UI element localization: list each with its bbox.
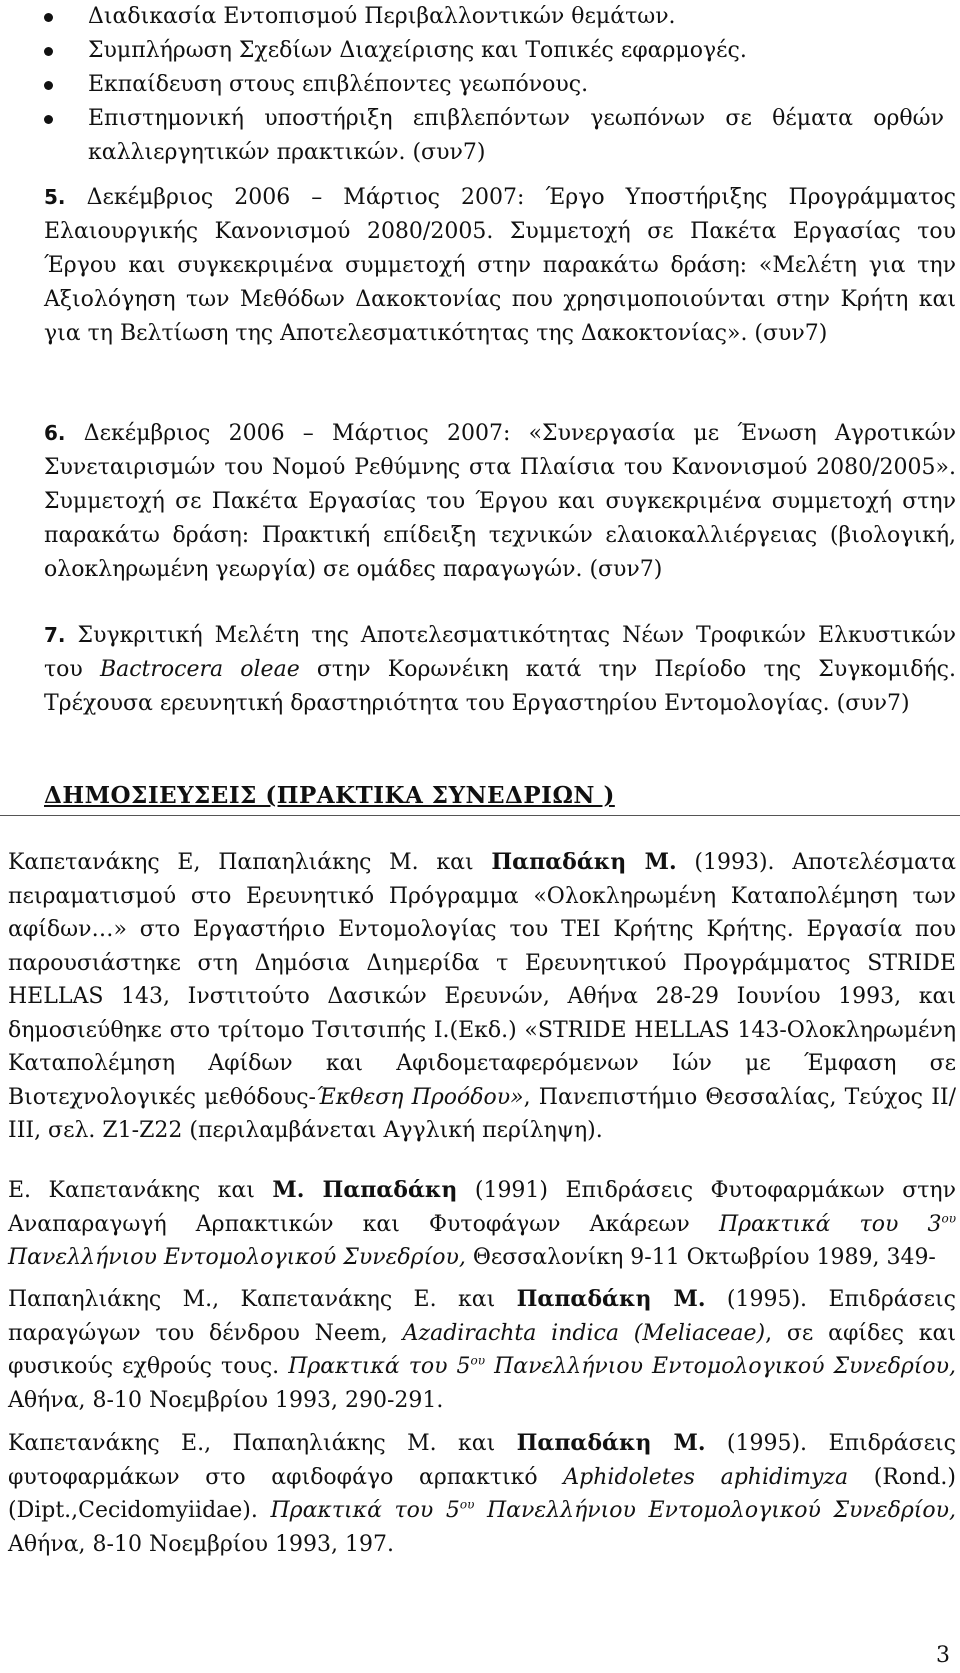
bullet-text: Συμπλήρωση Σχεδίων Διαχείρισης και Τοπικές εφαρμογές. (88, 38, 747, 63)
pub-italic-title: Έκθεση Προόδου» (315, 1084, 524, 1110)
pub-text: (1991) Επιδράσεις Φυτοφαρμάκων στην Αναπαραγωγή Αρπακτικών και Φυτοφάγων Ακάρεων (8, 1178, 956, 1237)
pub-superscript: ου (470, 1353, 486, 1368)
pub-italic-title: Πρακτικά του 5 (270, 1498, 460, 1523)
entry-number: 7. (44, 623, 66, 647)
entry-number: 6. (44, 421, 66, 445)
page-number: 3 (936, 1643, 950, 1668)
pub-text-mid: (Rond.) (Dipt.,Cecidomyiidae). (8, 1464, 957, 1523)
pub-text-end: Αθήνα, 8-10 Νοεμβρίου 1993, 290-291. (8, 1387, 444, 1413)
pub-authors: Καπετανάκης Ε., Παπαηλιάκης Μ. και (8, 1431, 496, 1456)
bullet-item (0, 68, 960, 102)
pub-author-highlight: Παπαδάκη Μ. (516, 1430, 706, 1456)
pub-author-highlight: Παπαδάκη Μ. (516, 1286, 706, 1312)
publication-1 (8, 846, 956, 1148)
species-name: Bactrocera oleae (99, 657, 300, 682)
pub-author-highlight: Παπαδάκη Μ. (491, 849, 677, 875)
pub-text: (1995). Επιδράσεις φυτοφαρμάκων στο αφιδοφάγο αρπακτικό (8, 1431, 956, 1490)
bullet-dot-icon (44, 81, 53, 90)
entry-text: Δεκέμβριος 2006 – Μάρτιος 2007: «Συνεργασία με Ένωση Αγροτικών Συνεταιρισμών του Νομού Ρεθύμνης στα Πλαίσια του Κανονισμού 2080/2005». Συμμετοχή σε Πακέτα Εργασίας του Έργου και συγκεκριμένα συμμετοχή στην παρακάτω δράση: Πρακτική επίδειξη τεχνικών ελαιοκαλλιέργειας (βιολογική, ολοκληρωμένη γεωργία) σε ομάδες παραγωγών. (συν7) (44, 421, 956, 582)
project-entry-6 (44, 416, 956, 587)
pub-text: (1993). Αποτελέσματα πειραματισμού στο Ερευνητικό Πρόγραμμα «Ολοκληρωμένη Καταπολέμηση των αφίδων…» στο Εργαστήριο Εντομολογίας του ΤΕΙ Κρήτης Κρήτης. Εργασία που παρουσιάστηκε στη Δημόσια Διημερίδα τ Ερευνητικού Προγράμματος STRIDE HELLAS 143, Ινστιτούτο Δασικών Ερευνών, Αθήνα 28-29 Ιουνίου 1993, και δημοσιεύθηκε στο τρίτομο Τσιτσιπής Ι.(Εκδ.) «STRIDE HELLAS 143-Ολοκληρωμένη Καταπολέμηση Αφίδων και Αφιδομεταφερόμενων Ιών με Έμφαση σε Βιοτεχνολογικές μεθόδους- (8, 850, 956, 1110)
pub-superscript: ου (941, 1211, 956, 1226)
pub-text-end: Αθήνα, 8-10 Νοεμβρίου 1993, 197. (8, 1531, 394, 1557)
pub-italic-title: Πρακτικά του 5 (288, 1354, 471, 1379)
species-name: Azadirachta indica (Meliaceae) (402, 1320, 766, 1346)
bullet-text: Διαδικασία Εντοπισμού Περιβαλλοντικών θεμάτων. (88, 4, 676, 29)
entry-text-continued: στην Κορωνέικη κατά την Περίοδο της Συγκομιδής. Τρέχουσα ερευνητική δραστηριότητα του Εργαστηρίου Εντομολογίας. (συν7) (44, 657, 957, 716)
entry-number: 5. (44, 185, 66, 209)
bullet-item (0, 0, 960, 34)
section-title: ΔΗΜΟΣΙΕΥΣΕΙΣ (ΠΡΑΚΤΙΚΑ ΣΥΝΕΔΡΙΩΝ ) (44, 782, 615, 809)
project-entry-5 (44, 180, 956, 351)
bullet-dot-icon (44, 13, 53, 22)
pub-authors: Καπετανάκης Ε, Παπαηλιάκης Μ. και (8, 850, 474, 875)
pub-text-end: Θεσσαλονίκη 9-11 Οκτωβρίου 1989, 349- (472, 1245, 936, 1270)
species-name: Aphidoletes aphidimyza (563, 1464, 849, 1490)
pub-italic-proceedings: Πανελλήνιου Εντομολογικού Συνεδρίου, (8, 1245, 466, 1270)
entry-text: Συγκριτική Μελέτη της Αποτελεσματικότητας Νέων Τροφικών Ελκυστικών του (44, 623, 956, 682)
publication-4 (8, 1427, 956, 1561)
pub-italic-proceedings: Πανελλήνιου Εντομολογικού Συνεδρίου, (487, 1498, 956, 1523)
bullet-text: Εκπαίδευση στους επιβλέποντες γεωπόνους. (88, 72, 589, 97)
pub-text-end: , Πανεπιστήμιο Θεσσαλίας, Τεύχος ΙΙ/ΙΙΙ, σελ. Ζ1-Ζ22 (περιλαμβάνεται Αγγλική περίληψη). (8, 1084, 956, 1143)
publication-2 (8, 1174, 956, 1275)
bullet-list (0, 0, 960, 170)
pub-author-highlight: Μ. Παπαδάκη (272, 1177, 458, 1203)
bullet-text: Επιστημονική υποστήριξη επιβλεπόντων γεωπόνων σε θέματα ορθών καλλιεργητικών πρακτικών. (συν7) (88, 106, 944, 165)
bullet-dot-icon (44, 115, 53, 124)
pub-superscript: ου (459, 1497, 475, 1512)
pub-authors: Ε. Καπετανάκης και (8, 1178, 255, 1203)
section-divider (0, 815, 960, 816)
publication-3 (8, 1283, 956, 1417)
project-entry-7 (44, 618, 956, 721)
pub-italic-title: Πρακτικά του 3 (718, 1211, 942, 1237)
bullet-dot-icon (44, 47, 53, 56)
pub-text: (1995). Επιδράσεις παραγώγων του δένδρου Neem, (8, 1287, 956, 1346)
bullet-item (0, 102, 960, 170)
entry-text: Δεκέμβριος 2006 – Μάρτιος 2007: Έργο Υποστήριξης Προγράμματος Ελαιουργικής Κανονισμού 2080/2005. Συμμετοχή σε Πακέτα Εργασίας του Έργου και συγκεκριμένα συμμετοχή στην παρακάτω δράση: «Μελέτη για την Αξιολόγηση των Μεθόδων Δακοκτονίας που χρησιμοποιούνται στην Κρήτη και για τη Βελτίωση της Αποτελεσματικότητας της Δακοκτονίας». (συν7) (44, 185, 956, 346)
pub-italic-proceedings: Πανελλήνιου Εντομολογικού Συνεδρίου, (494, 1354, 957, 1379)
bullet-item (0, 34, 960, 68)
pub-authors: Παπαηλιάκης Μ., Καπετανάκης Ε. και (8, 1287, 496, 1312)
pub-text-mid: , σε αφίδες και φυσικούς εχθρούς τους. (8, 1320, 956, 1379)
